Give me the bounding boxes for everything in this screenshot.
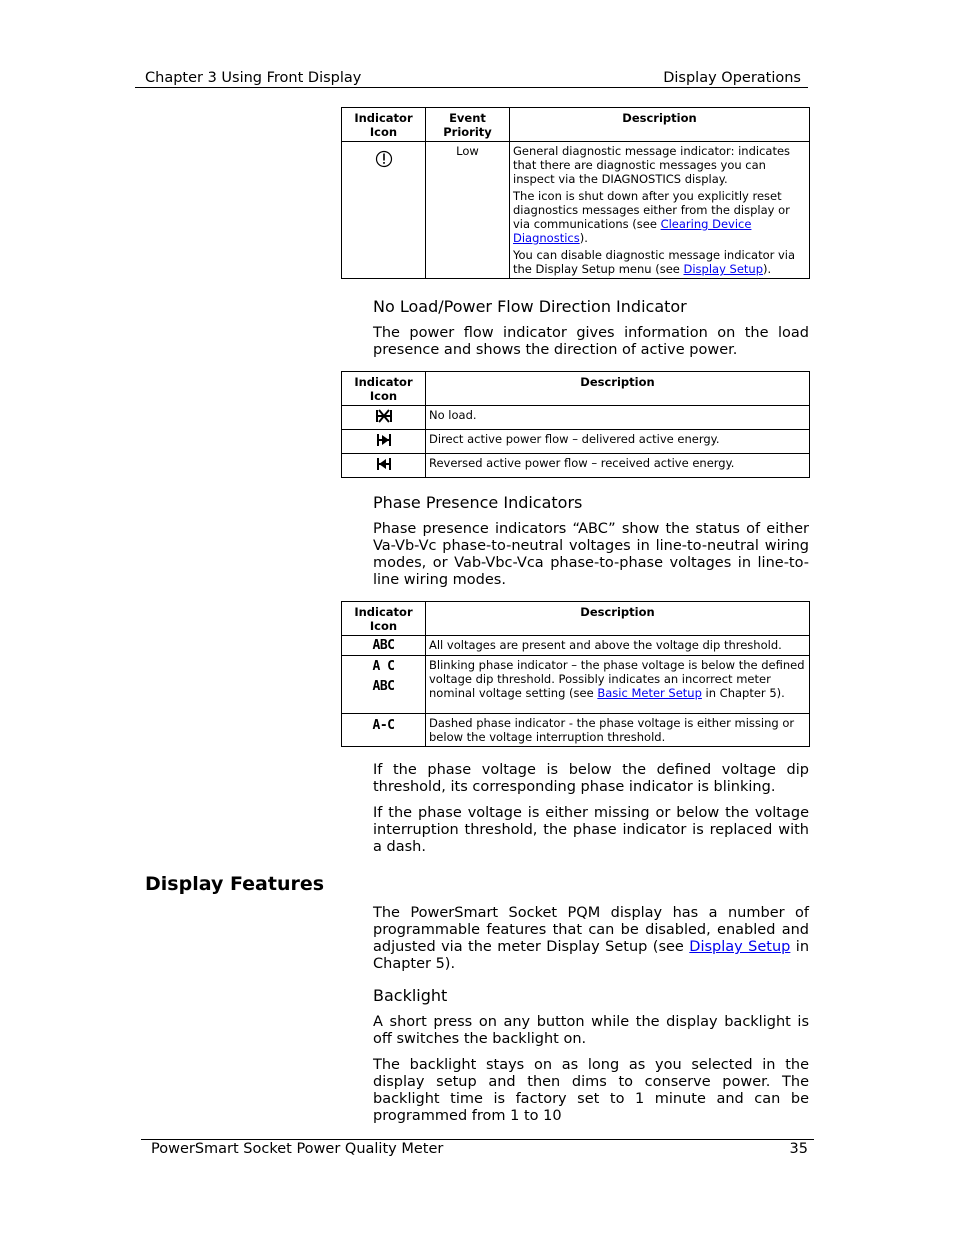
power-flow-table — [341, 371, 810, 478]
col-description: Description — [426, 372, 810, 406]
table-row — [342, 714, 810, 747]
col-description: Description — [426, 602, 810, 636]
description-text: Reversed active power flow – received active energy. — [426, 454, 810, 478]
phase-dashed-icon: A-C — [372, 718, 395, 733]
col-indicator-icon: Indicator Icon — [342, 108, 426, 142]
basic-meter-setup-link[interactable]: Basic Meter Setup — [597, 686, 702, 700]
info-circle-icon — [375, 150, 393, 168]
backlight-text-1: A short press on any button while the display backlight is off switches the backlight on. — [373, 1014, 809, 1047]
table-row — [342, 406, 810, 430]
backlight-heading: Backlight — [373, 986, 448, 1005]
description-text: Dashed phase indicator - the phase voltage is either missing or below the voltage interruption threshold. — [426, 714, 810, 747]
page-number: 35 — [789, 1141, 808, 1157]
table-row — [342, 430, 810, 454]
phase-presence-text: Phase presence indicators “ABC” show the status of either Va-Vb-Vc phase-to-neutral voltages in line-to-neutral wiring modes, or Vab-Vbc-Vca phase-to-phase voltages in line-to-line wiring modes. — [373, 521, 809, 588]
description-text: No load. — [426, 406, 810, 430]
display-features-heading: Display Features — [145, 873, 325, 895]
power-flow-heading: No Load/Power Flow Direction Indicator — [373, 297, 687, 316]
header-rule — [135, 87, 808, 88]
display-setup-link[interactable]: Display Setup — [683, 262, 764, 276]
phase-presence-table — [341, 601, 810, 747]
display-setup-link[interactable]: Display Setup — [689, 939, 791, 955]
phase-blinking-icon: A C — [372, 659, 395, 674]
col-description: Description — [510, 108, 810, 142]
clearing-device-diagnostics-link[interactable]: Clearing Device Diagnostics — [513, 217, 752, 245]
phase-missing-text: If the phase voltage is either missing or below the voltage interruption threshold, the phase indicator is replaced with a dash. — [373, 805, 809, 855]
footer-rule — [141, 1139, 814, 1140]
description-text: General diagnostic message indicator: indicates that there are diagnostic messages you can inspect via the DIAGNOSTICS display. — [513, 144, 791, 186]
display-features-text: The PowerSmart Socket PQM display has a number of programmable features that can be disabled, enabled and adjusted via the meter Display Setup (see Display Setup in Chapter 5). — [373, 905, 810, 972]
col-indicator-icon: Indicator Icon — [342, 372, 426, 406]
reversed-flow-icon — [375, 456, 393, 472]
table-row — [342, 454, 810, 478]
description-text: Direct active power flow – delivered active energy. — [426, 430, 810, 454]
header-chapter: Chapter 3 Using Front Display — [145, 70, 362, 86]
col-event-priority: Event Priority — [426, 108, 510, 142]
diagnostic-indicator-table — [341, 107, 810, 279]
table-row: A C ABC Blinking phase indicator – the phase voltage is below the defined voltage dip threshold. Possibly indicates an incorrect meter nominal voltage setting (see Basic Meter Setup in Chapter 5). — [342, 656, 810, 714]
phase-presence-heading: Phase Presence Indicators — [373, 493, 583, 512]
power-flow-text: The power flow indicator gives information on the load presence and shows the direction of active power. — [373, 325, 809, 358]
phase-dip-text: If the phase voltage is below the defined voltage dip threshold, its corresponding phase indicator is blinking. — [373, 762, 809, 795]
direct-flow-icon — [375, 432, 393, 448]
col-indicator-icon: Indicator Icon — [342, 602, 426, 636]
table-row — [342, 636, 810, 656]
phase-abc-icon: ABC — [372, 638, 395, 653]
no-load-icon — [375, 408, 393, 424]
footer-title: PowerSmart Socket Power Quality Meter — [151, 1141, 444, 1157]
description-text: All voltages are present and above the voltage dip threshold. — [426, 636, 810, 656]
backlight-text-2: The backlight stays on as long as you selected in the display setup and then dims to conserve power. The backlight time is factory set to 1 minute and can be programmed from 1 to 10 — [373, 1057, 809, 1124]
header-section: Display Operations — [663, 70, 801, 86]
phase-abc-icon: ABC — [372, 679, 395, 694]
table-row: Low General diagnostic message indicator: indicates that there are diagnostic messages you can inspect via the DIAGNOSTICS display. The icon is shut down after you explicitly reset diagnostics messages either from the display or via communications (see Clearing Device Diagnostics). You can disable diagnostic message indicator via the Display Setup menu (see Display Setup). — [342, 142, 810, 279]
priority-value: Low — [426, 142, 510, 279]
